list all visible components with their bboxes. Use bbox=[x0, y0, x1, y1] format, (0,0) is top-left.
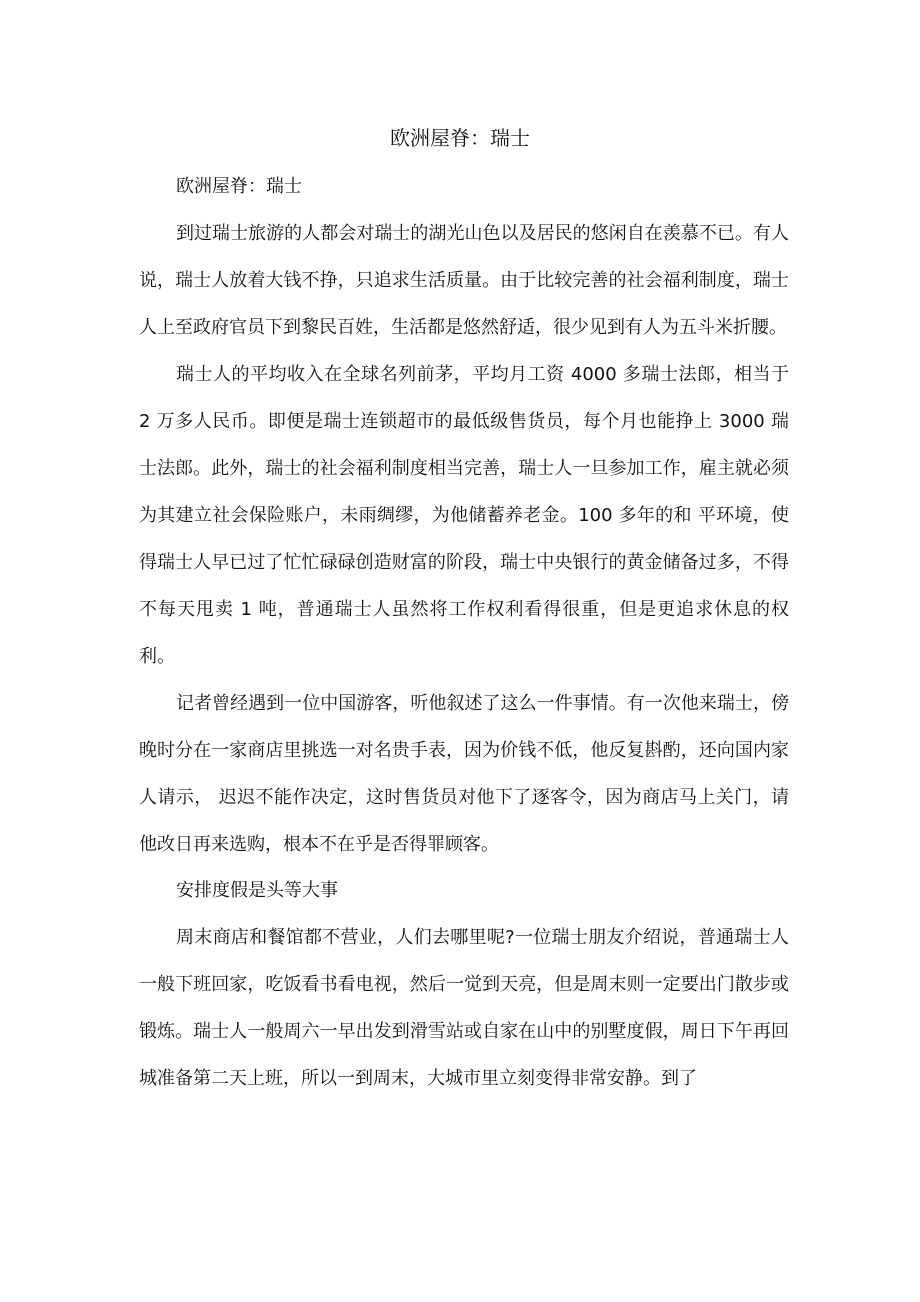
paragraph-anecdote: 记者曾经遇到一位中国游客，听他叙述了这么一件事情。有一次他来瑞士，傍晚时分在一家商店里挑选一对名贵手表，因为价钱不低，他反复斟酌，还向国内家人请示， 迟迟不能作决定，这时售货员对他下了逐客令，因为商店马上关门，请他改日再来选购，根本不在乎是否得罪顾客。 bbox=[139, 693, 789, 855]
document-body bbox=[139, 172, 789, 1110]
section-heading-vacation: 安排度假是头等大事 bbox=[176, 880, 338, 901]
paragraph-intro: 到过瑞士旅游的人都会对瑞士的湖光山色以及居民的悠闲自在羡慕不已。有人说，瑞士人放着大钱不挣，只追求生活质量。由于比较完善的社会福利制度，瑞士人上至政府官员下到黎民百姓，生活都是悠然舒适，很少见到有人为五斗米折腰。 bbox=[139, 223, 789, 338]
subtitle-paragraph: 欧洲屋脊：瑞士 bbox=[176, 176, 302, 197]
paragraph-weekend: 周末商店和餐馆都不营业，人们去哪里呢?一位瑞士朋友介绍说，普通瑞士人一般下班回家，吃饭看书看电视，然后一觉到天亮，但是周末则一定要出门散步或锻炼。瑞士人一般周六一早出发到滑雪站或自家在山中的别墅度假，周日下午再回城准备第二天上班，所以一到周末，大城市里立刻变得非常安静。到了 bbox=[139, 927, 789, 1089]
paragraph-income: 瑞士人的平均收入在全球名列前茅，平均月工资 4000 多瑞士法郎，相当于 2 万多人民币。即便是瑞士连锁超市的最低级售货员，每个月也能挣上 3000 瑞士法郎。此外，瑞士的社会福利制度相当完善，瑞士人一旦参加工作，雇主就必须为其建立社会保险账户，未雨绸缪，为他储蓄养老金。100 多年的和 平环境，使得瑞士人早已过了忙忙碌碌创造财富的阶段，瑞士中央银行的黄金储备过多，不得不每天甩卖 1 吨，普通瑞士人虽然将工作权利看得很重，但是更追求休息的权利。 bbox=[139, 364, 789, 667]
document-title: 欧洲屋脊：瑞士 bbox=[390, 126, 530, 150]
